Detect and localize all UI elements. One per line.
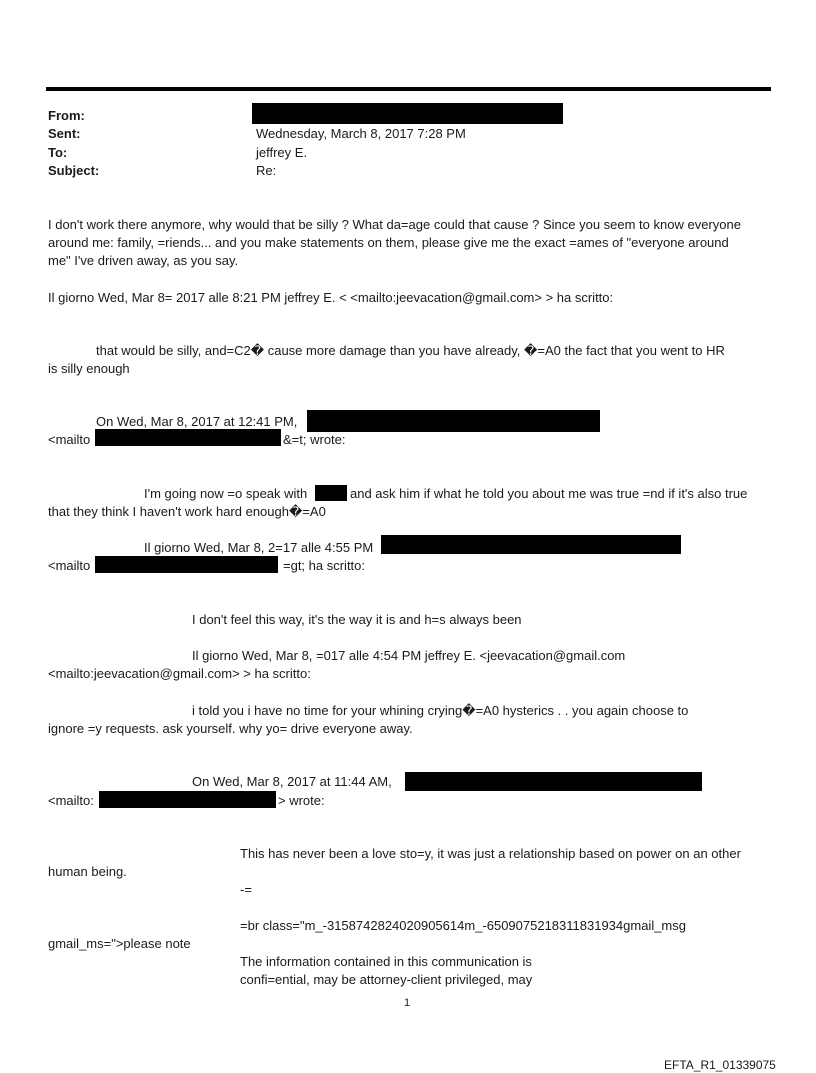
quote-header: Il giorno Wed, Mar 8, =017 alle 4:54 PM jeffrey E. <jeevacation@gmail.com xyxy=(192,648,626,663)
mailto-prefix: <mailto xyxy=(48,432,91,447)
body-line: -= xyxy=(240,882,252,897)
body-line: is silly enough xyxy=(48,361,130,376)
redacted-email xyxy=(95,556,278,573)
quote-header: Il giorno Wed, Mar 8, 2=17 alle 4:55 PM xyxy=(144,540,374,555)
mailto-prefix: <mailto: xyxy=(48,793,94,808)
redacted-sender xyxy=(405,772,702,791)
subject-label: Subject: xyxy=(48,163,100,178)
page-number: 1 xyxy=(404,997,411,1009)
body-line: ignore =y requests. ask yourself. why yo= drive everyone away. xyxy=(48,721,413,736)
body-line: =br class="m_-3158742824020905614m_-6509075218311831934gmail_msg xyxy=(240,918,686,933)
subject-value: Re: xyxy=(256,163,277,178)
redacted-name xyxy=(315,485,347,501)
body-line: The information contained in this communication is xyxy=(240,954,532,969)
body-line: =gt; ha scritto: xyxy=(283,558,366,573)
quote-header: On Wed, Mar 8, 2017 at 12:41 PM, xyxy=(96,414,298,429)
redacted-email xyxy=(99,791,276,808)
sent-value: Wednesday, March 8, 2017 7:28 PM xyxy=(256,126,466,141)
body-line: confi=ential, may be attorney-client privileged, may xyxy=(240,972,533,987)
body-line: me" I've driven away, as you say. xyxy=(48,253,239,268)
body-line: human being. xyxy=(48,864,127,879)
body-line: i told you i have no time for your whining crying�=A0 hysterics . . you again choose to xyxy=(192,703,689,718)
document-id: EFTA_R1_01339075 xyxy=(664,1058,776,1072)
header-rule xyxy=(46,87,771,91)
body-line: I don't work there anymore, why would that be silly ? What da=age could that cause ? Since you seem to know everyone xyxy=(48,217,741,232)
body-line: This has never been a love sto=y, it was just a relationship based on power on an other xyxy=(240,846,741,861)
from-label: From: xyxy=(48,108,85,123)
mailto-prefix: <mailto xyxy=(48,558,91,573)
to-value: jeffrey E. xyxy=(256,145,308,160)
body-line: > wrote: xyxy=(278,793,325,808)
body-line: &=t; wrote: xyxy=(283,432,346,447)
redacted-sender xyxy=(381,535,681,554)
quote-header: <mailto:jeevacation@gmail.com> > ha scritto: xyxy=(48,666,311,681)
redacted-sender xyxy=(307,410,600,432)
body-line: I'm going now =o speak with xyxy=(144,486,308,501)
redacted-email xyxy=(95,429,281,446)
sent-label: Sent: xyxy=(48,126,81,141)
quote-header: On Wed, Mar 8, 2017 at 11:44 AM, xyxy=(192,774,392,789)
body-line: and ask him if what he told you about me was true =nd if it's also true xyxy=(350,486,748,501)
redacted-from xyxy=(252,103,563,124)
body-line: I don't feel this way, it's the way it is and h=s always been xyxy=(192,612,522,627)
body-line: that they think I haven't work hard enough�=A0 xyxy=(48,504,326,519)
quote-header: Il giorno Wed, Mar 8= 2017 alle 8:21 PM jeffrey E. < <mailto:jeevacation@gmail.com> > ha scritto: xyxy=(48,290,614,305)
body-line: around me: family, =riends... and you make statements on them, please give me the exact =ames of "everyone around xyxy=(48,235,729,250)
body-line: gmail_ms=">please note xyxy=(48,936,191,951)
to-label: To: xyxy=(48,145,68,160)
body-line: that would be silly, and=C2� cause more damage than you have already, �=A0 the fact that you went to HR xyxy=(96,343,725,358)
